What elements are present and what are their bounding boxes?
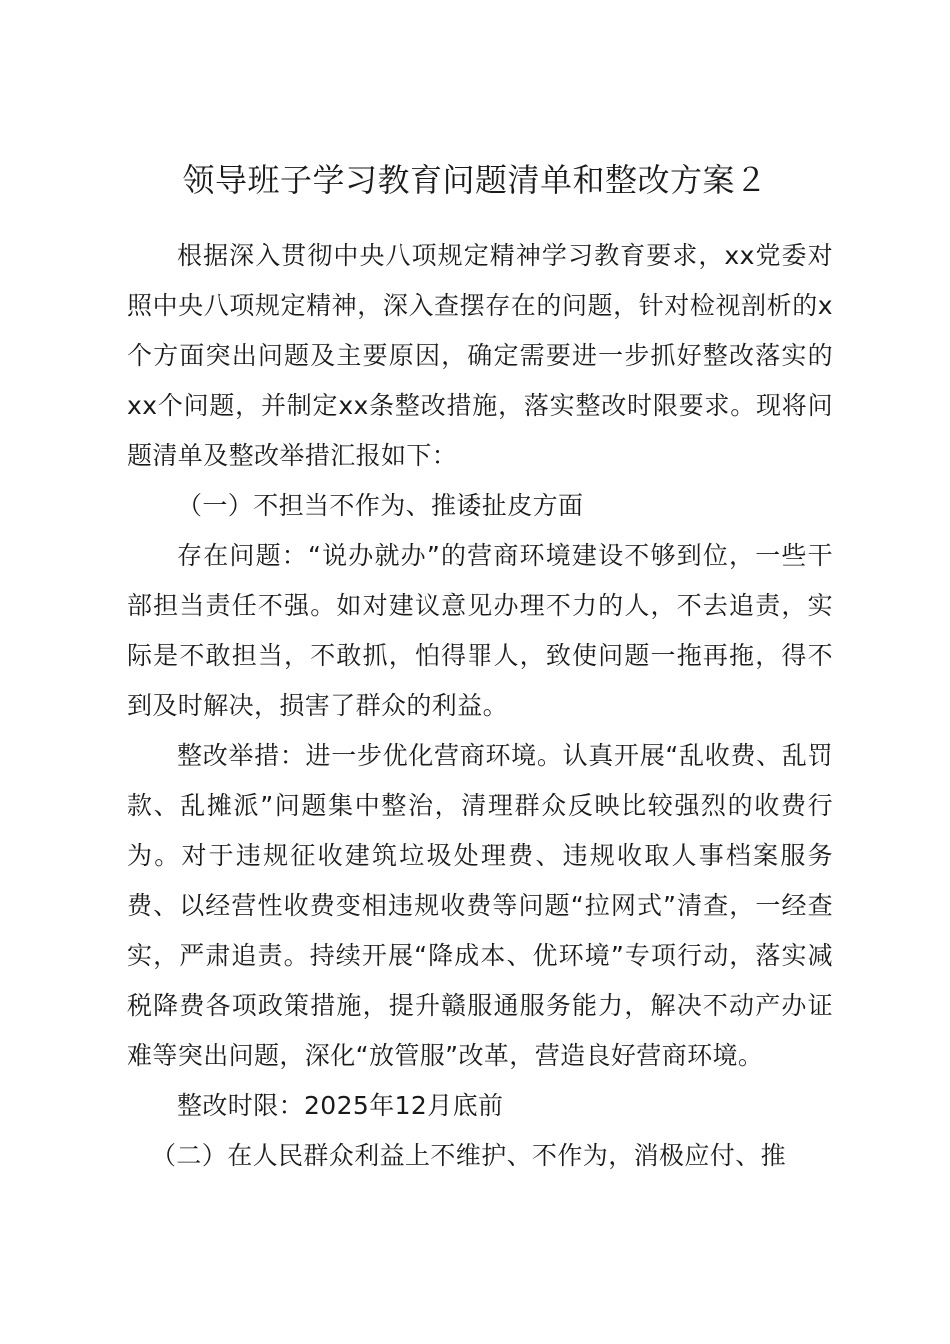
section-two-heading: （二）在人民群众利益上不维护、不作为，消极应付、推 — [151, 1141, 787, 1170]
document-title: 领导班子学习教育问题清单和整改方案２ — [182, 161, 768, 199]
rectification-measures-paragraph: 整改举措：进一步优化营商环境。认真开展“乱收费、乱罚款、乱摊派”问题集中整治，清理群众反映比较强烈的收费行为。对于违规征收建筑垃圾处理费、违规收取人事档案服务费、以经营性收费变相违规收费等问题“拉网式”清查，一经查实，严肃追责。持续开展“降成本、优环境”专项行动，落实减税降费各项政策措施，提升赣服通服务能力，解决不动产办证难等突出问题，深化“放管服”改革，营造良好营商环境。 — [127, 741, 833, 1070]
existing-problem-paragraph: 存在问题：“说办就办”的营商环境建设不够到位，一些干部担当责任不强。如对建议意见办理不力的人，不去追责，实际是不敢担当，不敢抓，怕得罪人，致使问题一拖再拖，得不到及时解决，损害了群众的利益。 — [127, 541, 833, 720]
section-one-heading: （一）不担当不作为、推诿扯皮方面 — [177, 491, 584, 520]
document-body — [127, 231, 833, 1181]
deadline-paragraph: 整改时限：2025年12月底前 — [177, 1091, 504, 1120]
intro-paragraph: 根据深入贯彻中央八项规定精神学习教育要求，xx党委对照中央八项规定精神，深入查摆存在的问题，针对检视剖析的x个方面突出问题及主要原因，确定需要进一步抓好整改落实的xx个问题，并制定xx条整改措施，落实整改时限要求。现将问题清单及整改举措汇报如下： — [127, 241, 833, 470]
